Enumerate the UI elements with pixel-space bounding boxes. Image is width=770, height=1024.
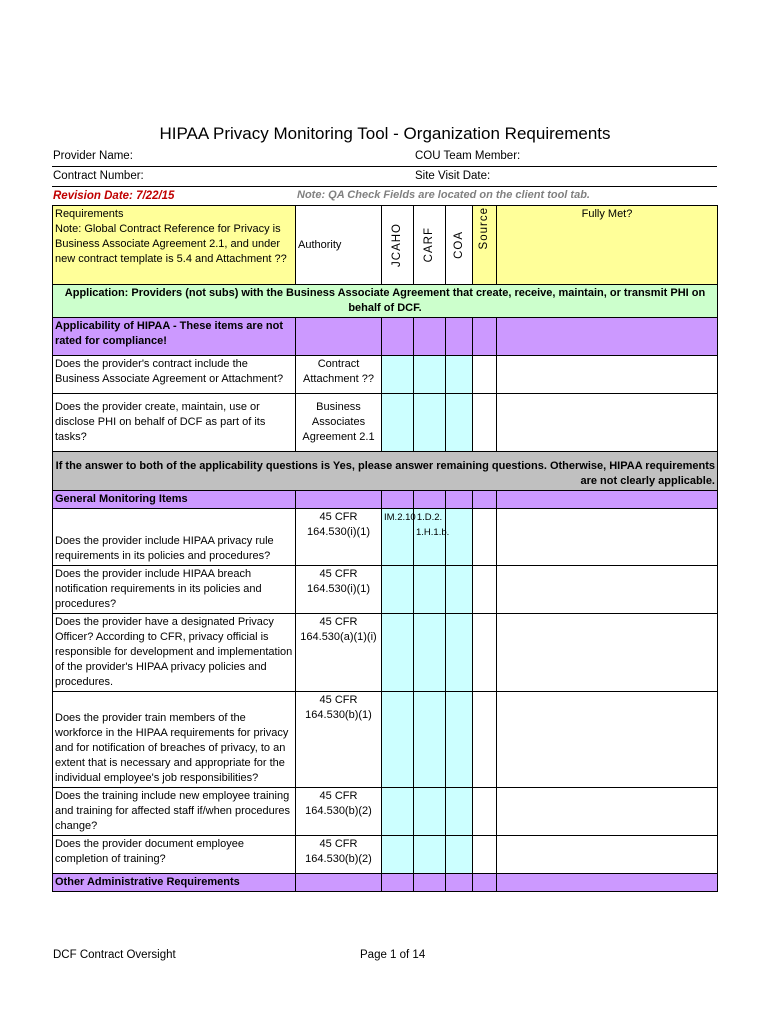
requirement-text: Does the provider train members of the workforce in the HIPAA requirements for privacy and for notification of breaches of privacy, to an extent that is necessary and appropriate for the individual employee's job responsibilities? xyxy=(53,692,296,788)
jcaho-header: JCAHO xyxy=(391,223,403,267)
source-cell[interactable] xyxy=(473,836,497,874)
fully-met-cell[interactable] xyxy=(497,836,718,874)
requirement-text: Does the provider document employee completion of training? xyxy=(53,836,296,874)
requirement-text: Does the provider create, maintain, use or disclose PHI on behalf of DCF as part of its tasks? xyxy=(53,394,296,452)
application-banner-row xyxy=(53,285,718,318)
authority-cell: Business Associates Agreement 2.1 xyxy=(296,394,382,452)
fully-met-cell[interactable] xyxy=(497,356,718,394)
jcaho-cell[interactable] xyxy=(382,692,414,788)
carf-cell[interactable]: 1.D.2. 1.H.1.b. xyxy=(414,509,446,566)
carf-header: CARF xyxy=(423,227,435,263)
source-cell[interactable] xyxy=(473,509,497,566)
table-row xyxy=(53,614,718,692)
fully-met-cell[interactable] xyxy=(497,692,718,788)
source-cell[interactable] xyxy=(473,614,497,692)
column-header-row xyxy=(53,206,718,285)
jcaho-cell[interactable] xyxy=(382,614,414,692)
authority-header: Authority xyxy=(296,206,382,285)
coa-cell[interactable] xyxy=(446,394,473,452)
coa-cell[interactable] xyxy=(446,509,473,566)
table-row xyxy=(53,788,718,836)
requirement-text: Does the provider's contract include the Business Associate Agreement or Attachment? xyxy=(53,356,296,394)
authority-cell: 45 CFR 164.530(b)(1) xyxy=(296,692,382,788)
authority-cell: 45 CFR 164.530(i)(1) xyxy=(296,566,382,614)
requirement-text: Does the provider have a designated Privacy Officer? According to CFR, privacy official is responsible for development and implementation of the provider's HIPAA privacy policies and procedures. xyxy=(53,614,296,692)
coa-cell[interactable] xyxy=(446,836,473,874)
coa-cell[interactable] xyxy=(446,692,473,788)
divider xyxy=(52,186,717,187)
applicability-header: Applicability of HIPAA - These items are not rated for compliance! xyxy=(53,318,296,356)
other-administrative-header: Other Administrative Requirements xyxy=(53,874,296,892)
application-banner: Application: Providers (not subs) with the Business Associate Agreement that create, receive, maintain, or transmit PHI on behalf of DCF. xyxy=(53,285,718,318)
authority-cell: 45 CFR 164.530(i)(1) xyxy=(296,509,382,566)
authority-cell: 45 CFR 164.530(b)(2) xyxy=(296,788,382,836)
coa-cell[interactable] xyxy=(446,566,473,614)
table-row xyxy=(53,509,718,566)
source-cell[interactable] xyxy=(473,394,497,452)
authority-cell: 45 CFR 164.530(a)(1)(i) xyxy=(296,614,382,692)
source-cell[interactable] xyxy=(473,692,497,788)
coa-header: COA xyxy=(452,231,465,259)
coa-cell[interactable] xyxy=(446,614,473,692)
carf-cell[interactable] xyxy=(414,394,446,452)
fully-met-cell[interactable] xyxy=(497,788,718,836)
page-number: Page 1 of 14 xyxy=(360,949,426,961)
cou-team-member-label: COU Team Member: xyxy=(415,150,521,162)
contract-number-label: Contract Number: xyxy=(53,170,144,182)
table-row xyxy=(53,836,718,874)
site-visit-date-label: Site Visit Date: xyxy=(415,170,491,182)
table-row xyxy=(53,566,718,614)
authority-cell: Contract Attachment ?? xyxy=(296,356,382,394)
table-row xyxy=(53,356,718,394)
section-header-row xyxy=(53,491,718,509)
fully-met-cell[interactable] xyxy=(497,566,718,614)
jcaho-cell[interactable] xyxy=(382,394,414,452)
carf-cell[interactable] xyxy=(414,836,446,874)
jcaho-cell[interactable]: IM.2.10 xyxy=(382,509,414,566)
source-header: Source xyxy=(478,207,490,250)
table-row xyxy=(53,394,718,452)
document-title: HIPAA Privacy Monitoring Tool - Organization Requirements xyxy=(159,124,611,143)
source-cell[interactable] xyxy=(473,788,497,836)
carf-cell[interactable] xyxy=(414,788,446,836)
jcaho-cell[interactable] xyxy=(382,836,414,874)
jcaho-cell[interactable] xyxy=(382,566,414,614)
jcaho-cell[interactable] xyxy=(382,356,414,394)
requirements-header xyxy=(53,206,296,285)
source-cell[interactable] xyxy=(473,356,497,394)
revision-date: Revision Date: 7/22/15 xyxy=(53,190,175,202)
carf-cell[interactable] xyxy=(414,614,446,692)
carf-cell[interactable] xyxy=(414,356,446,394)
footer-left: DCF Contract Oversight xyxy=(53,949,176,961)
carf-cell[interactable] xyxy=(414,692,446,788)
coa-cell[interactable] xyxy=(446,788,473,836)
table-row xyxy=(53,692,718,788)
fully-met-cell[interactable] xyxy=(497,614,718,692)
fully-met-cell[interactable] xyxy=(497,509,718,566)
section-header-row xyxy=(53,874,718,892)
fully-met-cell[interactable] xyxy=(497,394,718,452)
jcaho-cell[interactable] xyxy=(382,788,414,836)
requirement-text: Does the provider include HIPAA privacy rule requirements in its policies and procedures? xyxy=(53,509,296,566)
fully-met-header: Fully Met? xyxy=(497,206,718,285)
provider-name-label: Provider Name: xyxy=(53,150,133,162)
general-monitoring-header: General Monitoring Items xyxy=(53,491,296,509)
section-header-row xyxy=(53,318,718,356)
divider xyxy=(52,166,717,167)
carf-cell[interactable] xyxy=(414,566,446,614)
qa-check-note: Note: QA Check Fields are located on the client tool tab. xyxy=(297,189,590,201)
requirements-note: Note: Global Contract Reference for Privacy is Business Associate Agreement 2.1, and under new contract template is 5.4 and Attachment ?? xyxy=(55,223,287,265)
authority-cell: 45 CFR 164.530(b)(2) xyxy=(296,836,382,874)
requirement-text: Does the provider include HIPAA breach notification requirements in its policies and procedures? xyxy=(53,566,296,614)
conditional-note-row xyxy=(53,452,718,491)
coa-cell[interactable] xyxy=(446,356,473,394)
conditional-note: If the answer to both of the applicability questions is Yes, please answer remaining questions. Otherwise, HIPAA requirements are not clearly applicable. xyxy=(53,452,718,491)
requirements-label: Requirements xyxy=(55,208,124,220)
source-cell[interactable] xyxy=(473,566,497,614)
requirement-text: Does the training include new employee training and training for affected staff if/when procedures change? xyxy=(53,788,296,836)
requirements-table xyxy=(52,205,718,892)
